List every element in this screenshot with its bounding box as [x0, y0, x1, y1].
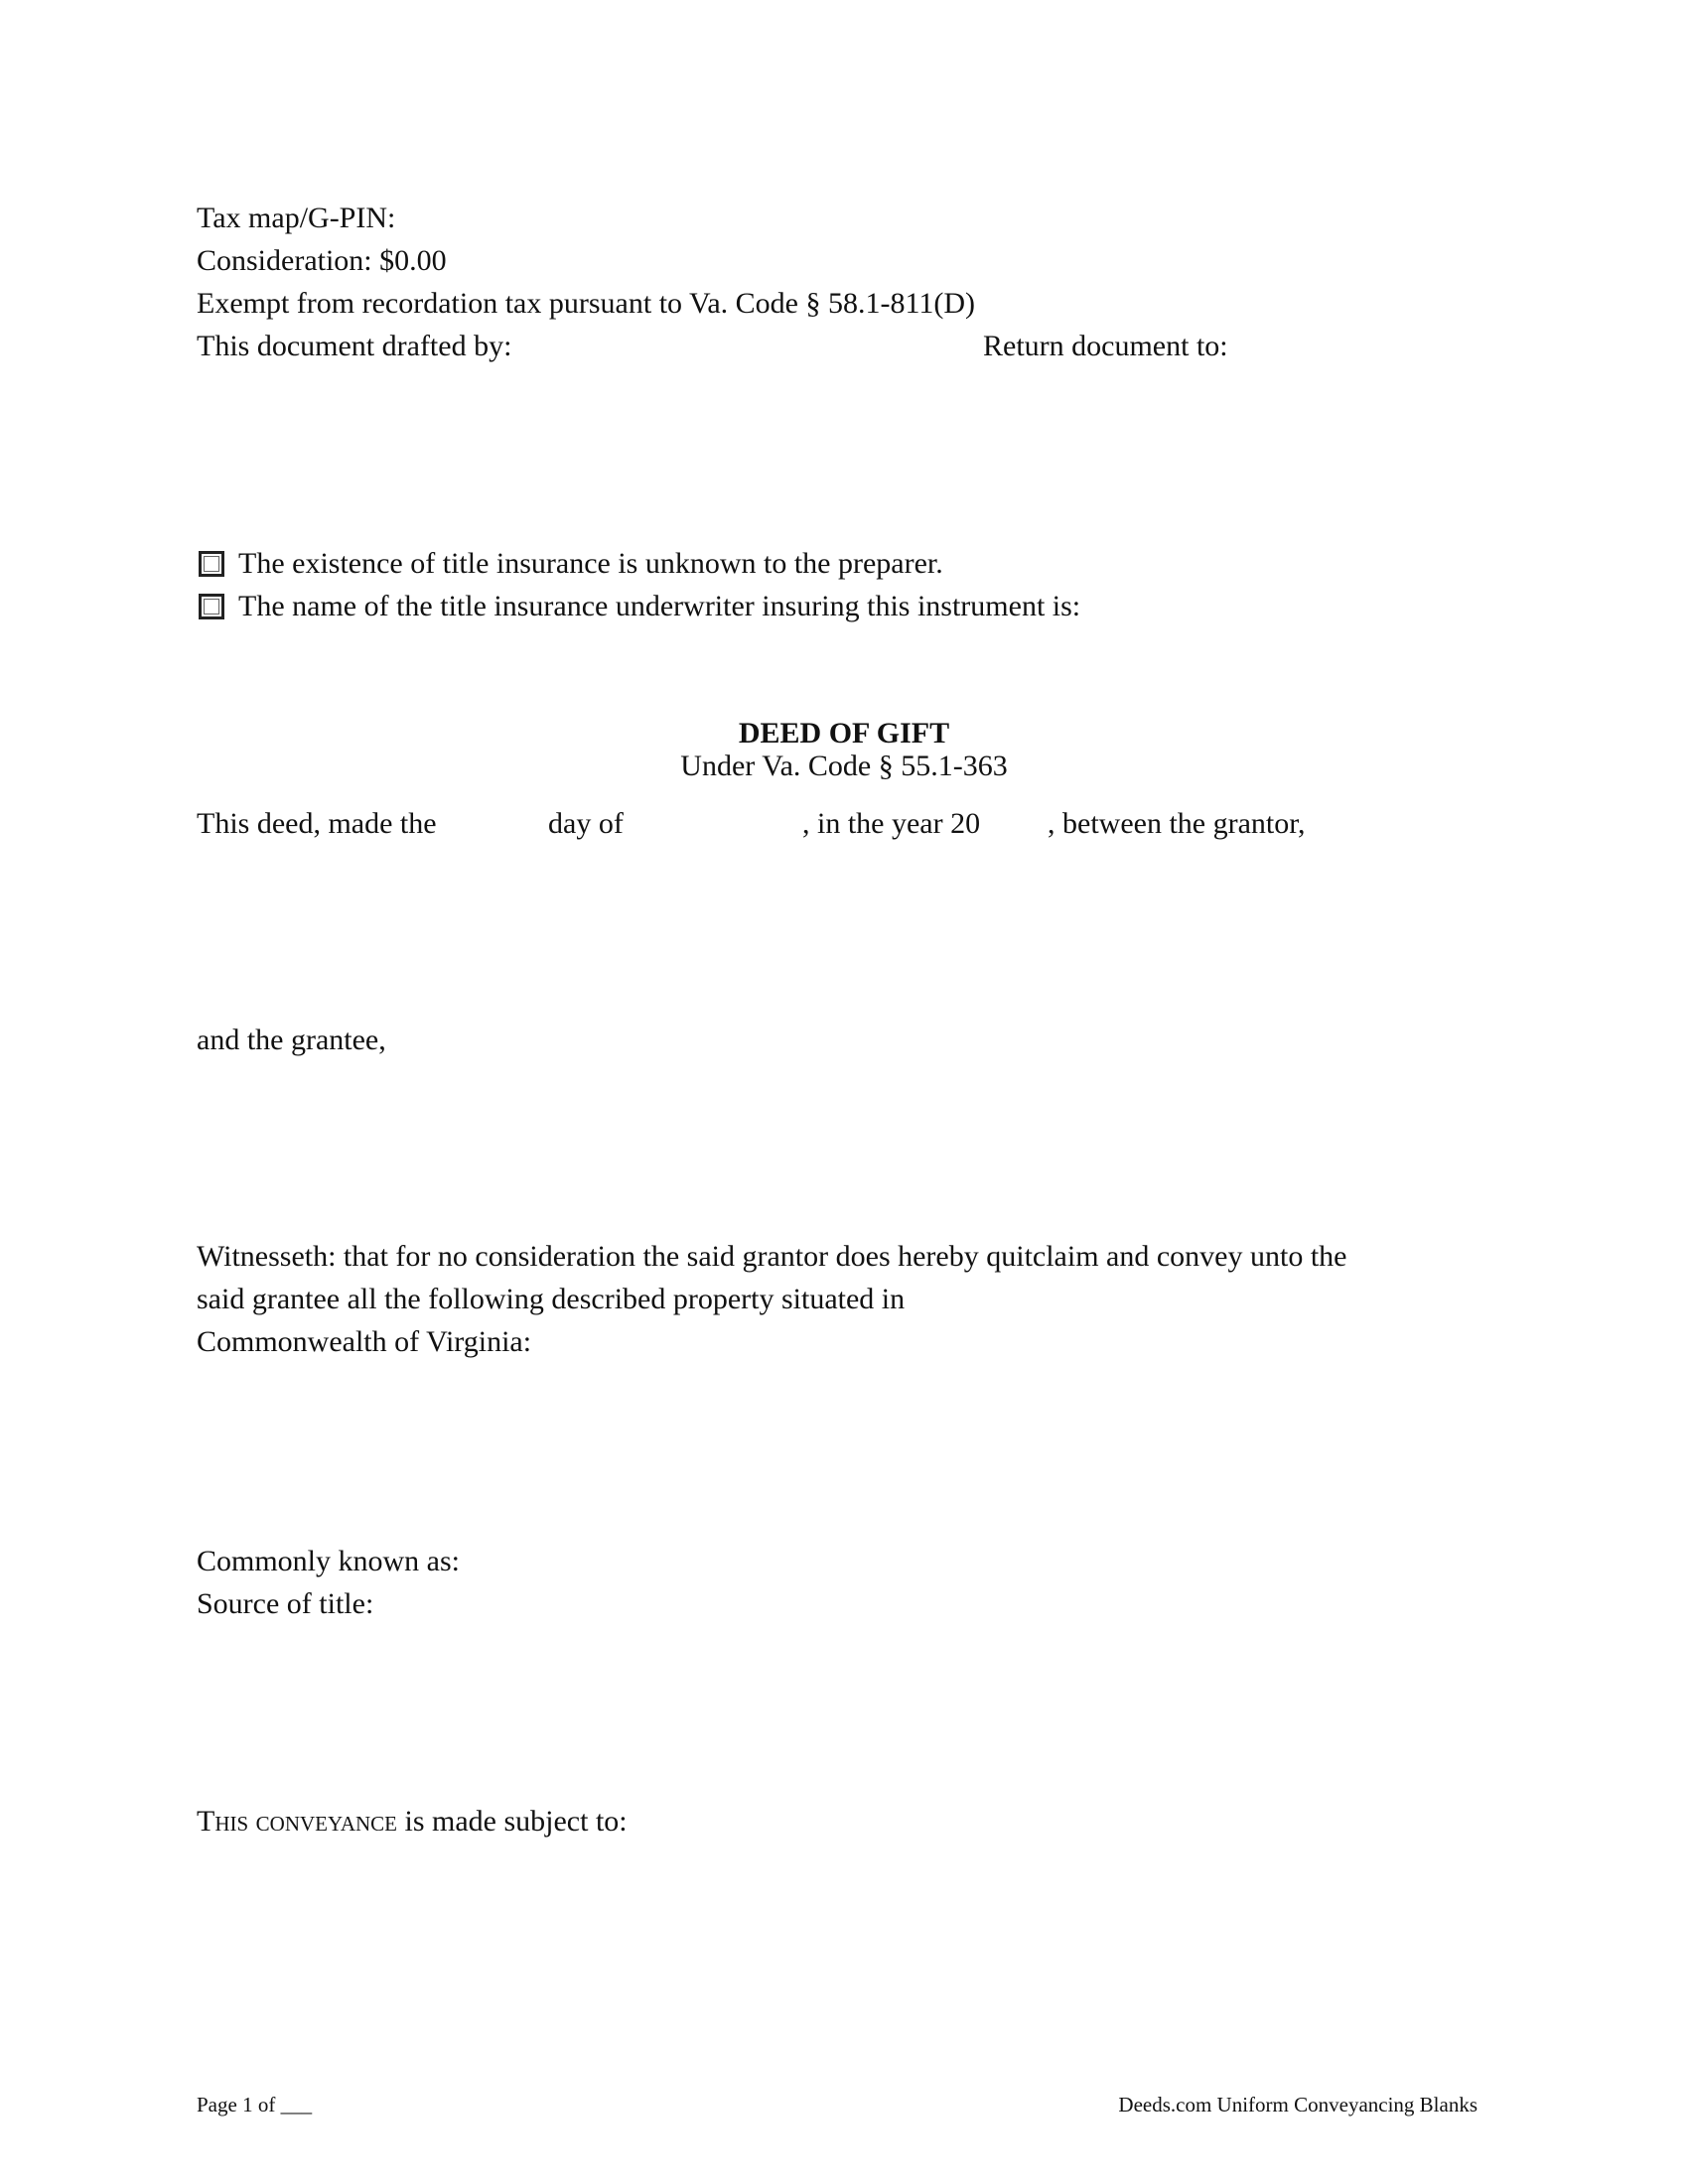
deed-in-year: , in the year 20 [802, 807, 981, 840]
deed-made-the: This deed, made the [197, 807, 437, 840]
deed-between-grantor: , between the grantor, [1048, 807, 1306, 840]
deed-day-of: day of [548, 807, 624, 840]
title-insurance-unknown-checkbox[interactable] [199, 551, 224, 577]
page-number: Page 1 of ___ [197, 2093, 313, 2116]
consideration-label: Consideration: $0.00 [197, 244, 447, 277]
witnesseth-line-1: Witnesseth: that for no consideration the said grantor does hereby quitclaim and convey unto the [197, 1240, 1347, 1273]
witnesseth-line-3: Commonwealth of Virginia: [197, 1325, 532, 1358]
drafted-by-label: This document drafted by: [197, 330, 512, 362]
tax-map-label: Tax map/G-PIN: [197, 202, 396, 234]
exempt-statement: Exempt from recordation tax pursuant to Va. Code § 58.1-811(D) [197, 287, 975, 320]
title-insurance-underwriter-checkbox[interactable] [199, 594, 224, 619]
grantee-label: and the grantee, [197, 1024, 386, 1056]
commonly-known-label: Commonly known as: [197, 1545, 461, 1577]
title-insurance-unknown-label: The existence of title insurance is unknown to the preparer. [238, 547, 943, 580]
return-to-label: Return document to: [983, 330, 1228, 362]
witnesseth-line-2: said grantee all the following described property situated in [197, 1283, 906, 1315]
title-insurance-underwriter-label: The name of the title insurance underwriter insuring this instrument is: [238, 590, 1081, 622]
conveyance-subject-to: This conveyance is made subject to: [197, 1805, 628, 1838]
source-of-title-label: Source of title: [197, 1587, 374, 1620]
footer-brand: Deeds.com Uniform Conveyancing Blanks [1118, 2093, 1477, 2116]
deed-title: DEED OF GIFT [738, 717, 950, 750]
deed-subtitle: Under Va. Code § 55.1-363 [680, 750, 1008, 782]
